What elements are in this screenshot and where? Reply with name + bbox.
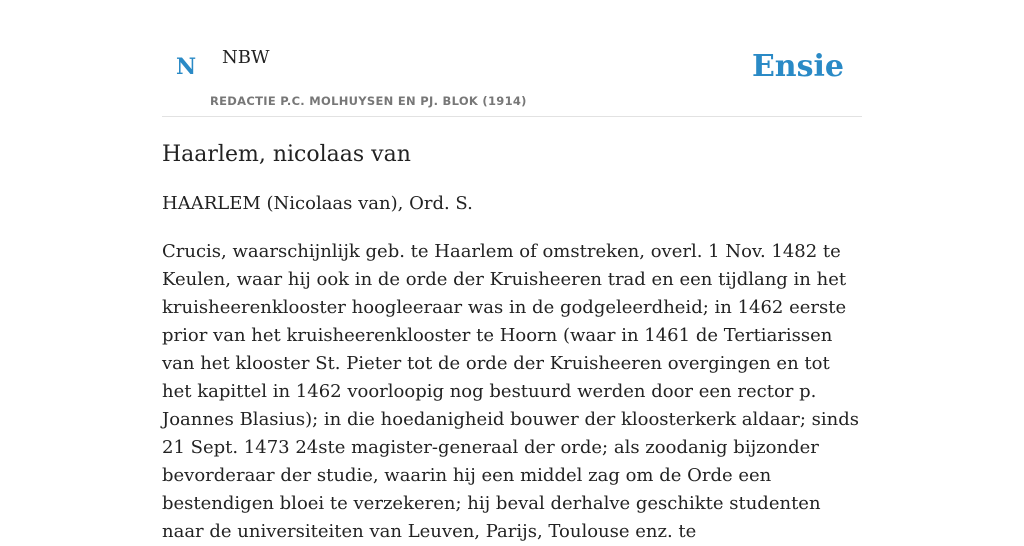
- page-header: [162, 0, 862, 117]
- article-lead: HAARLEM (Nicolaas van), Ord. S.: [162, 193, 473, 214]
- article-body: Crucis, waarschijnlijk geb. te Haarlem of omstreken, overl. 1 Nov. 1482 te Keulen, waar hij ook in de orde der Kruisheeren trad en een tijdlang in het kruisheerenklooster hoogleeraar was in de godgeleerdheid; in 1462 eerste prior van het kruisheerenklooster te Hoorn (waar in 1461 de Tertiarissen van het klooster St. Pieter tot de orde der Kruisheeren overgingen en tot het kapittel in 1462 voorloopig nog bestuurd werden door een rector p. Joannes Blasius); in die hoedanigheid bouwer der kloosterkerk aldaar; sinds 21 Sept. 1473 24ste magister-generaal der orde; als zoodanig bijzonder bevorderaar der studie, waarin hij een middel zag om de Orde een bestendigen bloei te verzekeren; hij beval derhalve geschikte studenten naar de universiteiten van Leuven, Parijs, Toulouse enz. te: [162, 241, 860, 542]
- source-subtitle: REDACTIE P.C. MOLHUYSEN EN PJ. BLOK (1914): [210, 94, 527, 108]
- article: [162, 138, 862, 546]
- article-title: Haarlem, nicolaas van: [162, 142, 411, 167]
- source-title[interactable]: NBW: [222, 47, 270, 68]
- brand-logo[interactable]: Ensie: [751, 49, 844, 84]
- source-logo[interactable]: N: [176, 54, 197, 80]
